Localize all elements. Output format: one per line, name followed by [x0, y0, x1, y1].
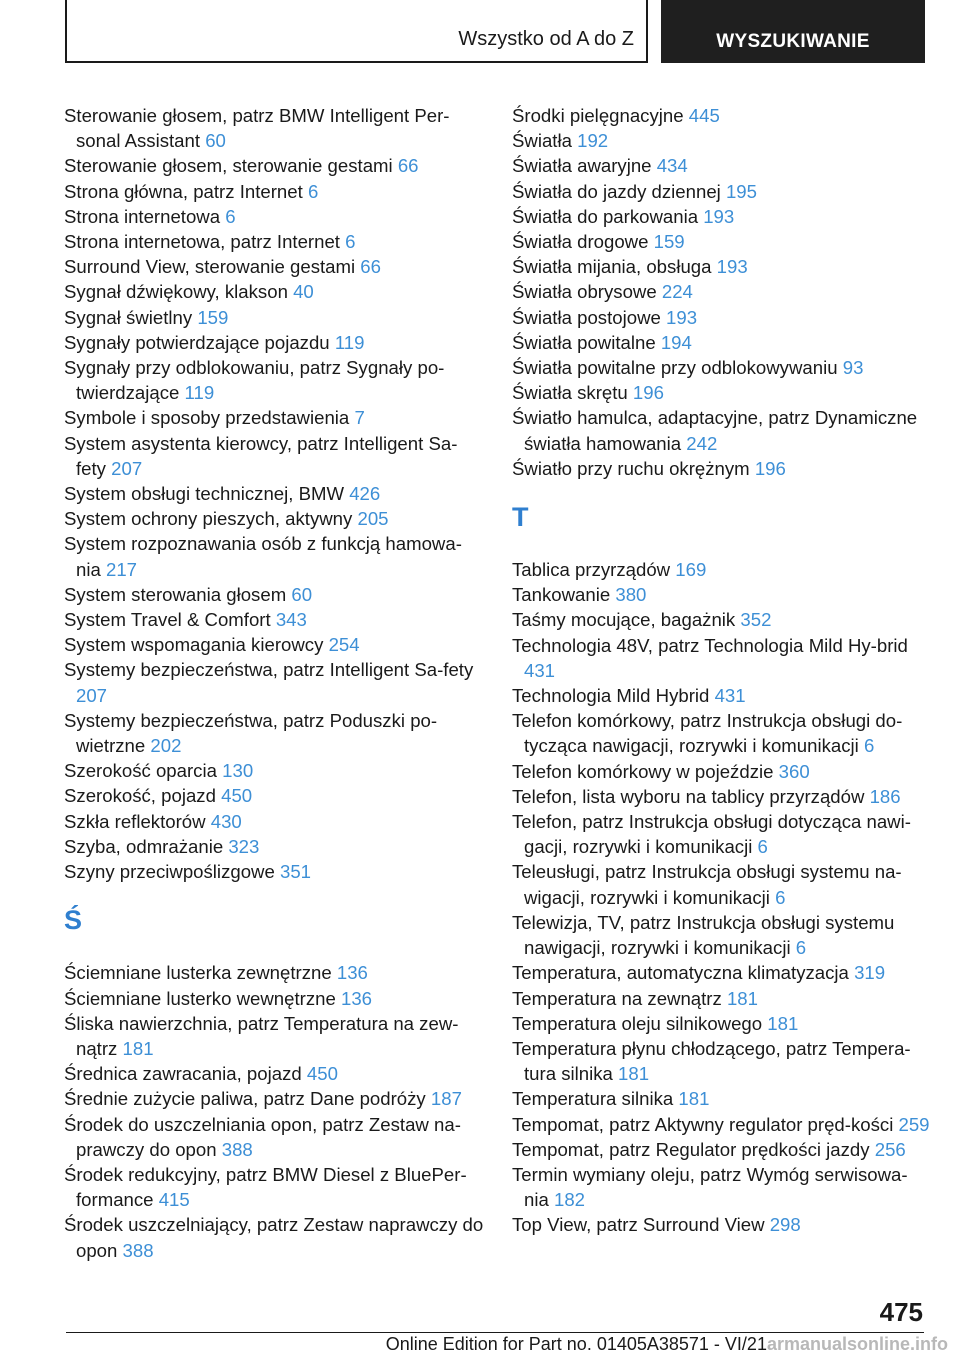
- page-reference-link[interactable]: 450: [306, 1063, 338, 1085]
- index-entry-text: System obsługi technicznej, BMW: [64, 483, 345, 505]
- index-entry-text: Śliska nawierzchnia, patrz Temperatura na zew‐nątrz: [64, 1012, 459, 1059]
- page-reference-link[interactable]: 6: [307, 180, 319, 202]
- page-reference-link[interactable]: 196: [632, 382, 664, 404]
- index-entry: [64, 582, 484, 607]
- page-reference-link[interactable]: 351: [280, 861, 312, 883]
- page-reference-link[interactable]: 242: [686, 432, 718, 454]
- index-entry: [512, 1086, 932, 1111]
- page-reference-link[interactable]: 194: [660, 331, 692, 353]
- index-column-right: [512, 103, 932, 1238]
- page-reference-link[interactable]: 193: [703, 205, 735, 227]
- index-entry-text: Szerokość, pojazd: [64, 785, 216, 807]
- index-entry: [512, 355, 932, 380]
- page-reference-link[interactable]: 119: [334, 331, 365, 353]
- index-entry: [64, 103, 484, 153]
- index-entry: [512, 960, 932, 985]
- index-entry: [512, 859, 932, 909]
- index-entry: [64, 1212, 484, 1262]
- index-entry-text: Sygnały przy odblokowaniu, patrz Sygnały po‐twierdzające: [64, 357, 445, 404]
- index-entry: [512, 1212, 932, 1237]
- index-entry: [512, 1137, 932, 1162]
- index-entry: [512, 986, 932, 1011]
- index-entry-text: Światła drogowe: [512, 231, 649, 253]
- footer-divider: [66, 1332, 924, 1333]
- index-entry-text: Technologia Mild Hybrid: [512, 685, 710, 707]
- index-entry-text: Średnica zawracania, pojazd: [64, 1063, 302, 1085]
- index-entry: [64, 355, 484, 405]
- page-reference-link[interactable]: 181: [767, 1012, 799, 1034]
- index-entry-text: Tablica przyrządów: [512, 559, 671, 581]
- index-entry-text: Telefon, lista wyboru na tablicy przyrządów: [512, 785, 865, 807]
- page-header: [65, 0, 925, 64]
- index-entry: [64, 179, 484, 204]
- index-entry: [64, 960, 484, 985]
- page-reference-link[interactable]: 450: [221, 785, 253, 807]
- index-entry: [512, 380, 932, 405]
- page-reference-link[interactable]: 181: [678, 1088, 710, 1110]
- index-entry-text: Temperatura silnika: [512, 1088, 674, 1110]
- footer: [0, 1334, 948, 1355]
- index-entry: [512, 405, 932, 455]
- index-entry-text: Szyba, odmrażanie: [64, 835, 224, 857]
- page-reference-link[interactable]: 415: [158, 1189, 190, 1211]
- index-entry: [512, 1036, 932, 1086]
- index-entry-text: Surround View, sterowanie gestami: [64, 256, 356, 278]
- page-reference-link[interactable]: 66: [360, 256, 381, 278]
- page-reference-link[interactable]: 181: [726, 987, 758, 1009]
- index-entry-text: Technologia 48V, patrz Technologia Mild Hy‐brid: [512, 634, 908, 656]
- index-letter-heading: T: [512, 502, 529, 533]
- page-reference-link[interactable]: 7: [354, 407, 365, 429]
- page-reference-link[interactable]: 182: [554, 1189, 586, 1211]
- page-reference-link[interactable]: 434: [656, 155, 688, 177]
- index-entry-text: Światła do parkowania: [512, 205, 699, 227]
- index-entry: [64, 1061, 484, 1086]
- section-title: Wszystko od A do Z: [458, 28, 634, 50]
- index-entry-text: Sygnał świetlny: [64, 306, 193, 328]
- page-reference-link[interactable]: 60: [205, 130, 226, 152]
- page-reference-link[interactable]: 66: [397, 155, 419, 177]
- index-entry: [512, 607, 932, 632]
- index-entry-text: Środek uszczelniający, patrz Zestaw naprawczy do opon: [64, 1214, 484, 1261]
- index-entry: [64, 1162, 484, 1212]
- index-entry: [64, 1112, 484, 1162]
- index-entry-text: System asystenta kierowcy, patrz Intelligent Sa‐fety: [64, 432, 458, 479]
- index-entry-text: System wspomagania kierowcy: [64, 634, 324, 656]
- index-entry-text: Tempomat, patrz Aktywny regulator pręd‐kości: [512, 1113, 894, 1135]
- index-entry-text: Temperatura płynu chłodzącego, patrz Tempera‐tura silnika: [512, 1037, 911, 1085]
- index-entry-text: Termin wymiany oleju, patrz Wymóg serwisowa‐nia: [512, 1163, 908, 1211]
- page-reference-link[interactable]: 193: [666, 306, 698, 328]
- index-entry-text: Temperatura, automatyczna klimatyzacja: [512, 962, 849, 984]
- page-reference-link[interactable]: 323: [228, 835, 260, 857]
- page-reference-link[interactable]: 6: [757, 836, 768, 858]
- index-entry-text: Środek do uszczelniania opon, patrz Zestaw na‐prawczy do opon: [64, 1113, 461, 1160]
- index-entry: [512, 557, 932, 582]
- page-reference-link[interactable]: 93: [842, 357, 864, 379]
- page-reference-link[interactable]: 430: [210, 810, 242, 832]
- page-reference-link[interactable]: 136: [336, 962, 368, 984]
- index-entry-text: Szkła reflektorów: [64, 810, 206, 832]
- index-entry-text: Temperatura na zewnątrz: [512, 987, 722, 1009]
- index-entry-text: Szyny przeciwpoślizgowe: [64, 861, 275, 883]
- index-entry: [512, 784, 932, 809]
- index-letter-heading: Ś: [64, 905, 83, 936]
- index-entry-text: Systemy bezpieczeństwa, patrz Poduszki po‐wietrzne: [64, 709, 438, 757]
- page-reference-link[interactable]: 352: [740, 609, 772, 631]
- page-reference-link[interactable]: 445: [688, 105, 720, 126]
- index-entry: [64, 657, 484, 707]
- index-entry: [64, 783, 484, 808]
- index-entry-text: Sterowanie głosem, patrz BMW Intelligent Per‐sonal Assistant: [64, 105, 450, 152]
- index-entry: [64, 506, 484, 531]
- page-reference-link[interactable]: 181: [122, 1037, 154, 1059]
- page-reference-link[interactable]: 169: [675, 559, 707, 581]
- index-entry-text: Ściemniane lusterko wewnętrzne: [64, 987, 336, 1009]
- page-number: 475: [879, 1297, 923, 1327]
- index-entry: [512, 910, 932, 960]
- index-entry: [512, 582, 932, 607]
- index-entry-text: Strona główna, patrz Internet: [64, 180, 303, 202]
- index-entry-text: Światła skrętu: [512, 382, 628, 404]
- index-entry-text: Ściemniane lusterka zewnętrzne: [64, 962, 332, 984]
- page-reference-link[interactable]: 380: [615, 584, 647, 606]
- page-reference-link[interactable]: 6: [345, 231, 356, 253]
- index-entry: [64, 632, 484, 657]
- page-reference-link[interactable]: 202: [150, 735, 182, 757]
- index-entry-text: Światła mijania, obsługa: [512, 256, 712, 278]
- section-tab[interactable]: [65, 0, 648, 63]
- index-entry: [64, 809, 484, 834]
- index-entry-text: Telefon, patrz Instrukcja obsługi dotycząca nawi‐gacji, rozrywki i komunikacji: [512, 811, 911, 858]
- index-entry-text: System Travel & Comfort: [64, 609, 271, 631]
- index-entry: [64, 1086, 484, 1111]
- page-reference-link[interactable]: 119: [184, 382, 215, 404]
- page-reference-link[interactable]: 192: [577, 130, 609, 152]
- index-entry: [512, 1011, 932, 1036]
- index-entry: [512, 683, 932, 708]
- search-tab-label: WYSZUKIWANIE: [716, 31, 870, 52]
- index-entry: [64, 708, 484, 758]
- index-entry-text: Strona internetowa: [64, 205, 221, 227]
- index-entry: [512, 633, 932, 683]
- index-entry-text: Średnie zużycie paliwa, patrz Dane podróży: [64, 1088, 426, 1110]
- page-reference-link[interactable]: 431: [714, 685, 746, 707]
- edition-text: Online Edition for Part no. 01405A38571 - VI/21: [385, 1334, 767, 1354]
- index-entry-text: Symbole i sposoby przedstawienia: [64, 407, 350, 429]
- index-entry: [512, 305, 932, 330]
- page-reference-link[interactable]: 40: [293, 281, 314, 303]
- index-entry: [512, 759, 932, 784]
- index-entry-text: Środki pielęgnacyjne: [512, 105, 684, 126]
- index-entry-text: Środek redukcyjny, patrz BMW Diesel z BluePer‐formance: [64, 1163, 467, 1211]
- index-entry-text: Światła postojowe: [512, 306, 661, 328]
- index-entry-text: Temperatura oleju silnikowego: [512, 1012, 763, 1034]
- index-entry-text: Światło przy ruchu okrężnym: [512, 457, 750, 479]
- index-entry: [64, 481, 484, 506]
- page-reference-link[interactable]: 181: [618, 1063, 650, 1085]
- index-entry-text: Telefon komórkowy, patrz Instrukcja obsługi do‐tycząca nawigacji, rozrywki i komunikacji: [512, 710, 903, 757]
- index-entry: [512, 809, 932, 859]
- index-entry-text: Światła obrysowe: [512, 281, 657, 303]
- index-entry: [512, 708, 932, 758]
- page-reference-link[interactable]: 6: [225, 205, 236, 227]
- page-reference-link[interactable]: 298: [769, 1214, 801, 1236]
- index-entry: [512, 179, 932, 204]
- index-entry: [64, 834, 484, 859]
- page-reference-link[interactable]: 259: [898, 1113, 930, 1135]
- page-reference-link[interactable]: 130: [222, 760, 254, 782]
- index-entry: [64, 204, 484, 229]
- index-entry: [64, 229, 484, 254]
- index-entry: [512, 229, 932, 254]
- index-entry-text: Sygnał dźwiękowy, klakson: [64, 281, 288, 303]
- page-reference-link[interactable]: 388: [122, 1239, 154, 1261]
- page-reference-link[interactable]: 254: [328, 634, 360, 656]
- page-reference-link[interactable]: 431: [524, 659, 556, 681]
- page-reference-link[interactable]: 6: [863, 735, 875, 757]
- page-reference-link[interactable]: 6: [795, 937, 807, 959]
- index-entry: [64, 153, 484, 178]
- page-reference-link[interactable]: 159: [197, 306, 229, 328]
- page-reference-link[interactable]: 186: [869, 785, 901, 807]
- index-entry-text: Światła powitalne przy odblokowywaniu: [512, 357, 838, 379]
- index-entry: [64, 986, 484, 1011]
- page-reference-link[interactable]: 388: [221, 1138, 253, 1160]
- page-reference-link[interactable]: 195: [725, 180, 757, 202]
- index-entry-text: Top View, patrz Surround View: [512, 1214, 765, 1236]
- index-entry: [64, 859, 484, 884]
- page-reference-link[interactable]: 193: [716, 256, 748, 278]
- index-entry: [512, 1112, 932, 1137]
- page-reference-link[interactable]: 224: [661, 281, 693, 303]
- index-entry-text: Tankowanie: [512, 584, 611, 606]
- watermark: armanualsonline.info: [766, 1334, 948, 1354]
- index-entry: [64, 305, 484, 330]
- index-column-left: [64, 103, 484, 1263]
- page-reference-link[interactable]: 205: [357, 508, 389, 530]
- page-reference-link[interactable]: 60: [291, 583, 313, 605]
- index-entry: [64, 330, 484, 355]
- index-entry: [512, 456, 932, 481]
- index-entry-text: Systemy bezpieczeństwa, patrz Intelligent Sa‐fety: [64, 659, 474, 681]
- index-entry-text: Sygnały potwierdzające pojazdu: [64, 331, 330, 353]
- index-entry-text: Taśmy mocujące, bagażnik: [512, 609, 736, 631]
- index-entry: [512, 103, 932, 128]
- index-entry: [64, 607, 484, 632]
- page-reference-link[interactable]: 256: [874, 1138, 906, 1160]
- index-entry: [512, 128, 932, 153]
- search-tab[interactable]: [661, 0, 925, 63]
- index-entry-text: Telewizja, TV, patrz Instrukcja obsługi systemu nawigacji, rozrywki i komunikacji: [512, 911, 895, 959]
- index-entry: [512, 279, 932, 304]
- index-entry: [512, 330, 932, 355]
- index-entry-text: System ochrony pieszych, aktywny: [64, 508, 353, 530]
- page-reference-link[interactable]: 217: [106, 558, 138, 580]
- page-reference-link[interactable]: 187: [430, 1088, 462, 1110]
- page-reference-link[interactable]: 6: [775, 886, 786, 908]
- page-reference-link[interactable]: 196: [754, 457, 786, 479]
- page-reference-link[interactable]: 360: [778, 760, 810, 782]
- index-entry: [64, 531, 484, 581]
- index-entry: [64, 254, 484, 279]
- index-entry-text: System rozpoznawania osób z funkcją hamowa‐nia: [64, 533, 462, 580]
- page-reference-link[interactable]: 159: [653, 231, 685, 253]
- index-entry: [64, 431, 484, 481]
- index-entry: [64, 758, 484, 783]
- index-entry: [512, 153, 932, 178]
- page-reference-link[interactable]: 207: [76, 684, 108, 706]
- index-entry: [64, 1011, 484, 1061]
- index-entry-text: Szerokość oparcia: [64, 760, 217, 782]
- index-entry: [512, 1162, 932, 1212]
- index-entry-text: Światła powitalne: [512, 331, 656, 353]
- page-reference-link[interactable]: 426: [349, 483, 381, 505]
- index-entry-text: Teleusługi, patrz Instrukcja obsługi systemu na‐wigacji, rozrywki i komunikacji: [512, 861, 902, 908]
- index-entry-text: Tempomat, patrz Regulator prędkości jazdy: [512, 1138, 870, 1160]
- index-entry: [512, 254, 932, 279]
- index-entry-text: Światła awaryjne: [512, 155, 652, 177]
- index-entry-text: Strona internetowa, patrz Internet: [64, 231, 340, 253]
- page-reference-link[interactable]: 343: [275, 609, 307, 631]
- page-reference-link[interactable]: 136: [340, 987, 373, 1009]
- index-entry-text: System sterowania głosem: [64, 583, 287, 605]
- index-entry-text: Światło hamulca, adaptacyjne, patrz Dynamiczne światła hamowania: [512, 407, 918, 454]
- page-reference-link[interactable]: 319: [854, 962, 886, 984]
- index-entry: [64, 279, 484, 304]
- index-entry-text: Światła: [512, 130, 572, 152]
- index-entry: [512, 204, 932, 229]
- index-entry-text: Telefon komórkowy w pojeździe: [512, 760, 774, 782]
- index-entry: [64, 405, 484, 430]
- index-entry-text: Światła do jazdy dziennej: [512, 180, 721, 202]
- page-reference-link[interactable]: 207: [111, 457, 143, 479]
- index-entry-text: Sterowanie głosem, sterowanie gestami: [64, 155, 393, 177]
